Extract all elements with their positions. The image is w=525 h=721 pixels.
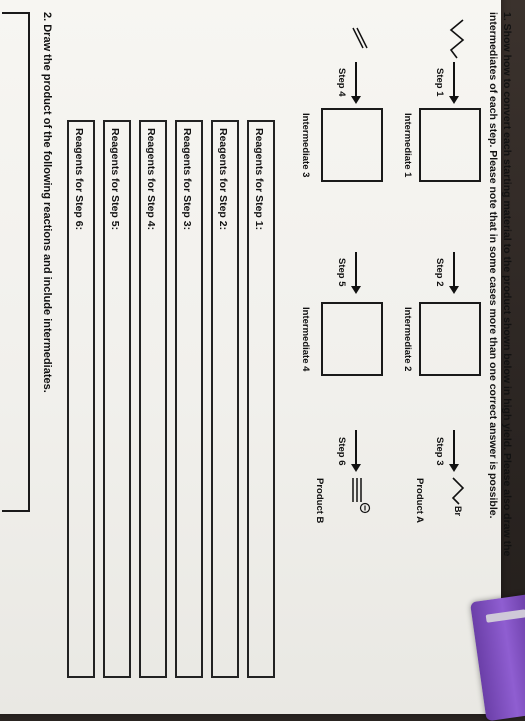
reagents-step-3-field[interactable]: [175, 120, 203, 678]
step-5-label: Step 5: [336, 258, 347, 287]
intermediate-1-box[interactable]: [419, 108, 481, 182]
starting-material-2: [347, 24, 375, 52]
intermediate-4-label: Intermediate 4: [300, 307, 311, 372]
step-3-label: Step 3: [434, 437, 445, 466]
reagents-step-6-field[interactable]: [67, 120, 95, 678]
reagents-step-5-field[interactable]: [103, 120, 131, 678]
question-2-answer-box[interactable]: [2, 12, 30, 512]
intermediate-2-box[interactable]: [419, 302, 481, 376]
reagents-step-3-label: Reagents for Step 3:: [181, 128, 193, 231]
step-4-arrow: [355, 62, 357, 102]
step-1-arrow: [453, 62, 455, 102]
intermediate-3-box[interactable]: [321, 108, 383, 182]
step-5-arrow: [355, 252, 357, 292]
product-b-structure: [341, 476, 373, 516]
reagents-step-5-label: Reagents for Step 5:: [109, 128, 121, 231]
question-1-line-1: 1. Show how to convert each starting material to the product shown below in high yield. Please also draw the: [501, 12, 513, 557]
reagents-step-2-label: Reagents for Step 2:: [217, 128, 229, 231]
intermediate-3-label: Intermediate 3: [300, 113, 311, 178]
step-4-label: Step 4: [336, 68, 347, 97]
question-2: 2. Draw the product of the following reactions and include intermediates.: [41, 12, 53, 393]
step-6-arrow: [355, 430, 357, 470]
product-b-label: Product B: [314, 478, 325, 524]
reagents-step-2-field[interactable]: [211, 120, 239, 678]
reagents-step-1-field[interactable]: [247, 120, 275, 678]
reagents-step-4-label: Reagents for Step 4:: [145, 128, 157, 231]
step-1-label: Step 1: [434, 68, 445, 97]
step-6-label: Step 6: [336, 437, 347, 466]
reagents-step-4-field[interactable]: [139, 120, 167, 678]
step-2-label: Step 2: [434, 258, 445, 287]
reagents-step-1-label: Reagents for Step 1:: [253, 128, 265, 231]
step-2-arrow: [453, 252, 455, 292]
reagents-step-6-label: Reagents for Step 6:: [73, 128, 85, 231]
product-a-br: Br: [453, 506, 463, 517]
intermediate-1-label: Intermediate 1: [402, 113, 413, 178]
intermediate-2-label: Intermediate 2: [402, 307, 413, 372]
intermediate-4-box[interactable]: [321, 302, 383, 376]
step-3-arrow: [453, 430, 455, 470]
starting-material-1: [441, 18, 471, 60]
product-a-label: Product A: [414, 478, 425, 524]
question-1-line-2: intermediates of each step. Please note that in some cases more than one correct answer is possible.: [487, 12, 499, 519]
